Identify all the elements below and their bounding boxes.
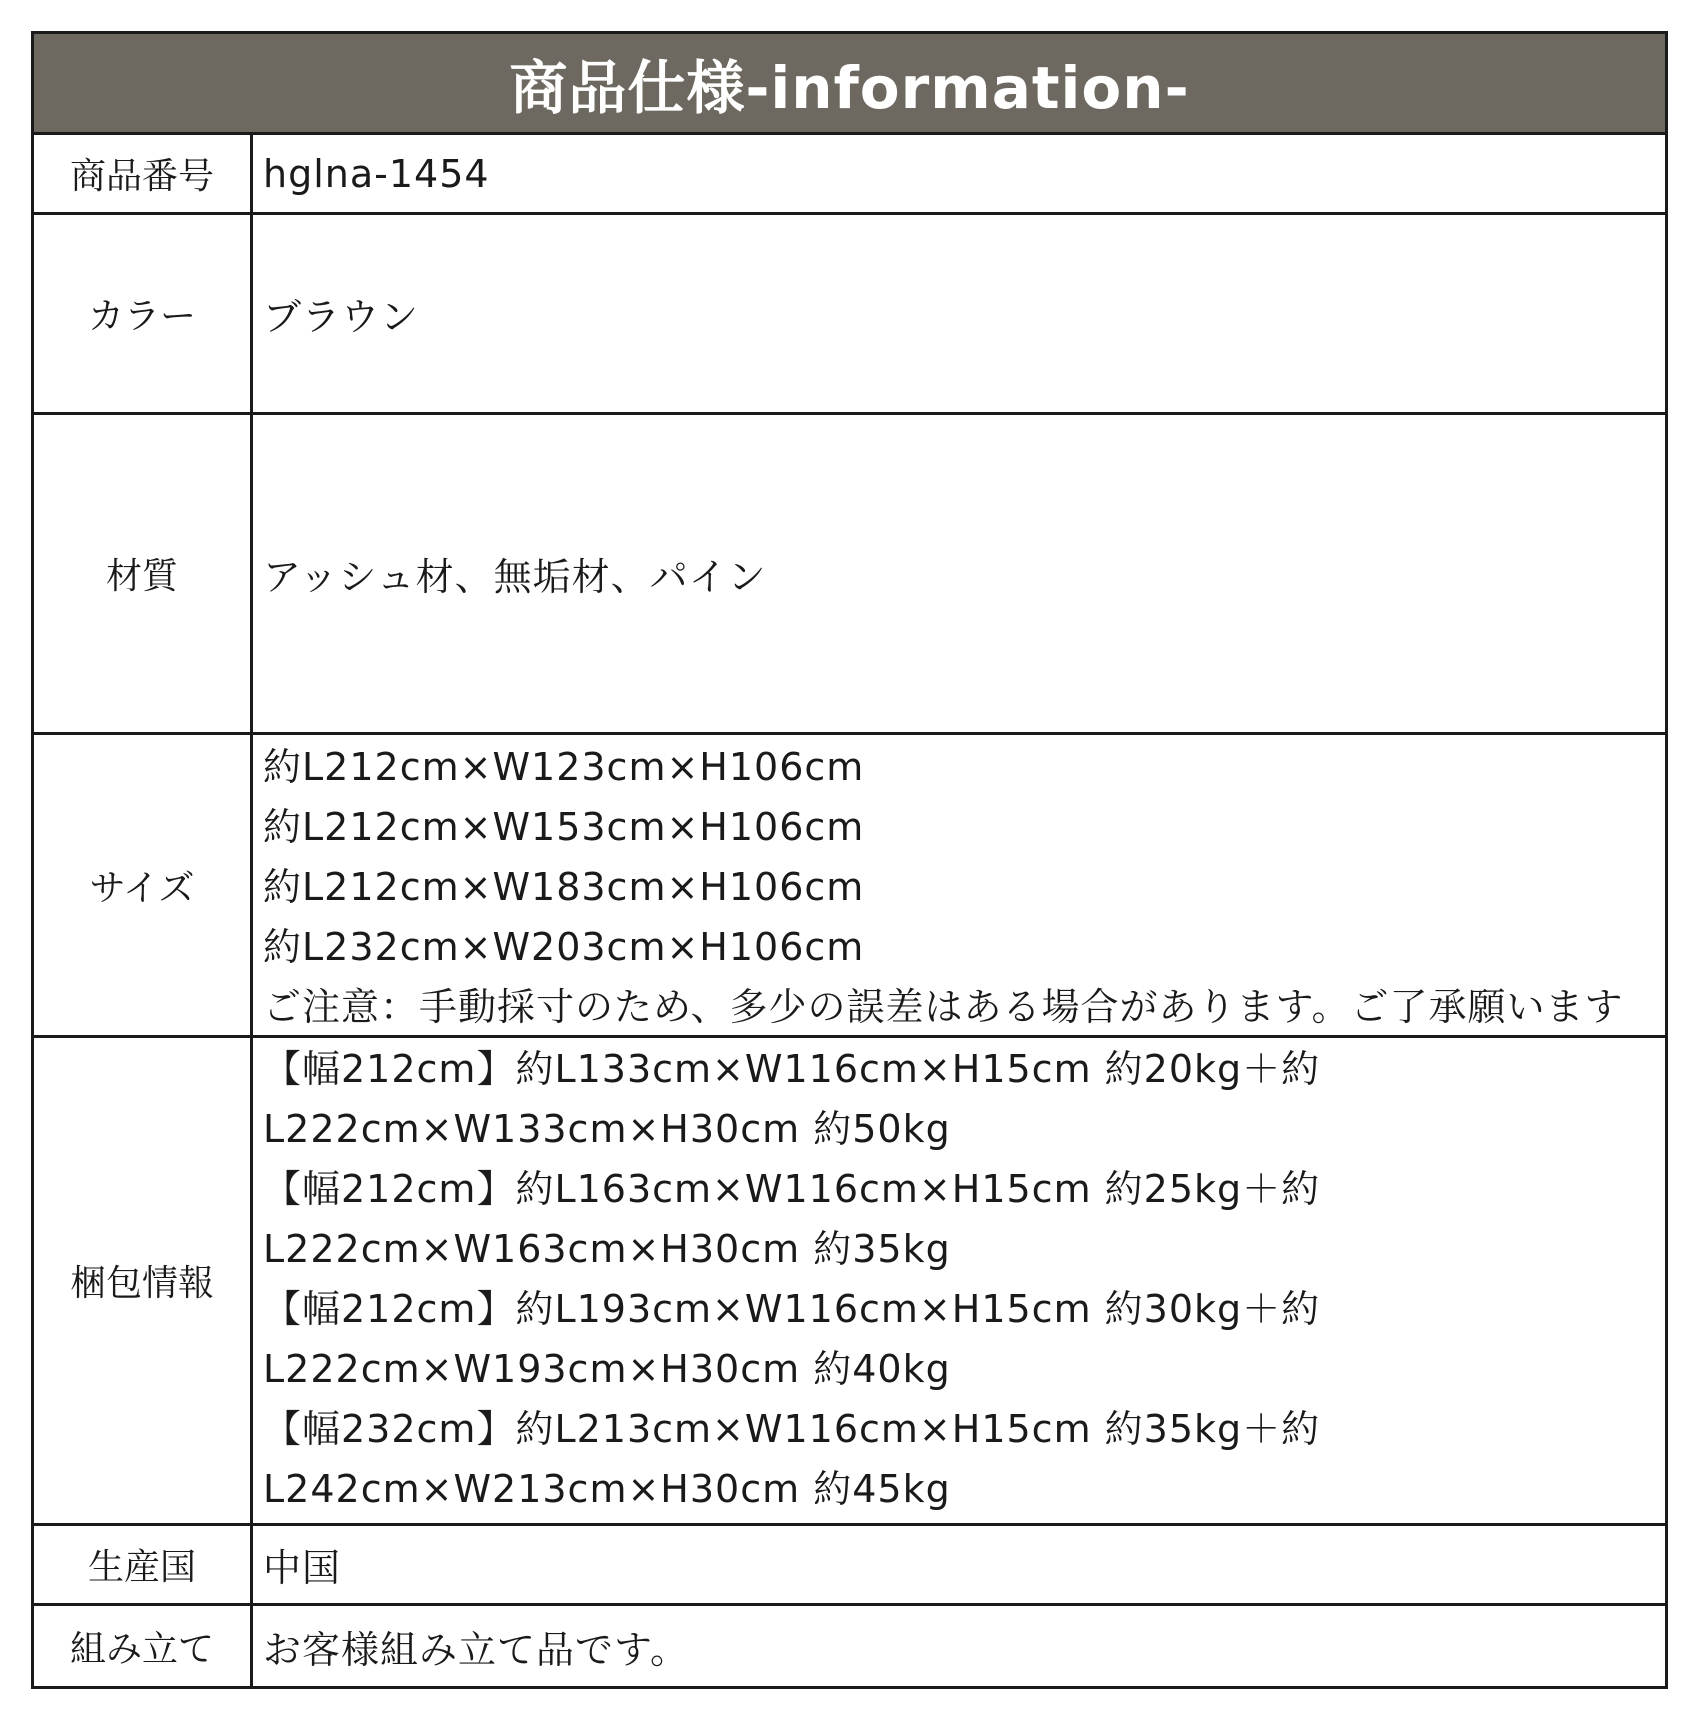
assembly-text: お客様組み立て品です。 — [263, 1627, 689, 1672]
package-item — [263, 1039, 1665, 1159]
package-line: L222cm×W193cm×H30cm 約40kg — [263, 1347, 951, 1391]
package-value — [253, 1038, 1665, 1523]
color-value — [253, 215, 1665, 412]
size-line: 約L212cm×W123cm×H106cm — [263, 745, 865, 789]
assembly-label: 組み立て — [34, 1606, 253, 1686]
material-text: アッシュ材、無垢材、パイン — [263, 555, 767, 599]
origin-value — [253, 1526, 1665, 1603]
spec-row-package — [34, 1038, 1665, 1526]
color-label: カラー — [34, 215, 253, 412]
assembly-value — [253, 1606, 1665, 1686]
material-label: 材質 — [34, 415, 253, 732]
spec-row-size — [34, 735, 1665, 1038]
size-label: サイズ — [34, 735, 253, 1035]
size-line: 約L212cm×W153cm×H106cm — [263, 805, 865, 849]
package-line: L222cm×W163cm×H30cm 約35kg — [263, 1227, 951, 1271]
package-line: 【幅212cm】約L133cm×W116cm×H15cm 約20kg＋約 — [263, 1047, 1321, 1091]
size-value — [253, 735, 1665, 1035]
spec-row-origin — [34, 1526, 1665, 1606]
package-line: 【幅232cm】約L213cm×W116cm×H15cm 約35kg＋約 — [263, 1407, 1321, 1451]
size-line: 約L232cm×W203cm×H106cm — [263, 925, 865, 969]
spec-row-material — [34, 415, 1665, 735]
size-line: 約L212cm×W183cm×H106cm — [263, 865, 865, 909]
spec-header — [34, 34, 1665, 135]
product-id-text: hglna-1454 — [263, 151, 490, 196]
package-line: 【幅212cm】約L193cm×W116cm×H15cm 約30kg＋約 — [263, 1287, 1321, 1331]
spec-table — [31, 31, 1668, 1689]
package-label: 梱包情報 — [34, 1038, 253, 1523]
package-line: L242cm×W213cm×H30cm 約45kg — [263, 1467, 951, 1511]
package-item — [263, 1279, 1665, 1399]
package-line: L222cm×W133cm×H30cm 約50kg — [263, 1107, 951, 1151]
color-text: ブラウン — [263, 295, 420, 339]
package-line: 【幅212cm】約L163cm×W116cm×H15cm 約25kg＋約 — [263, 1167, 1321, 1211]
origin-label: 生産国 — [34, 1526, 253, 1603]
material-value — [253, 415, 1665, 732]
spec-row-assembly — [34, 1606, 1665, 1686]
size-note: ご注意：手動採寸のため、多少の誤差はある場合があります。ご了承願います — [263, 985, 1624, 1029]
product-id-value — [253, 135, 1665, 212]
product-id-label: 商品番号 — [34, 135, 253, 212]
package-item — [263, 1159, 1665, 1279]
spec-title: 商品仕様-information- — [509, 54, 1190, 122]
package-item — [263, 1399, 1665, 1519]
spec-row-product-id — [34, 135, 1665, 215]
origin-text: 中国 — [263, 1546, 342, 1590]
spec-row-color — [34, 215, 1665, 415]
